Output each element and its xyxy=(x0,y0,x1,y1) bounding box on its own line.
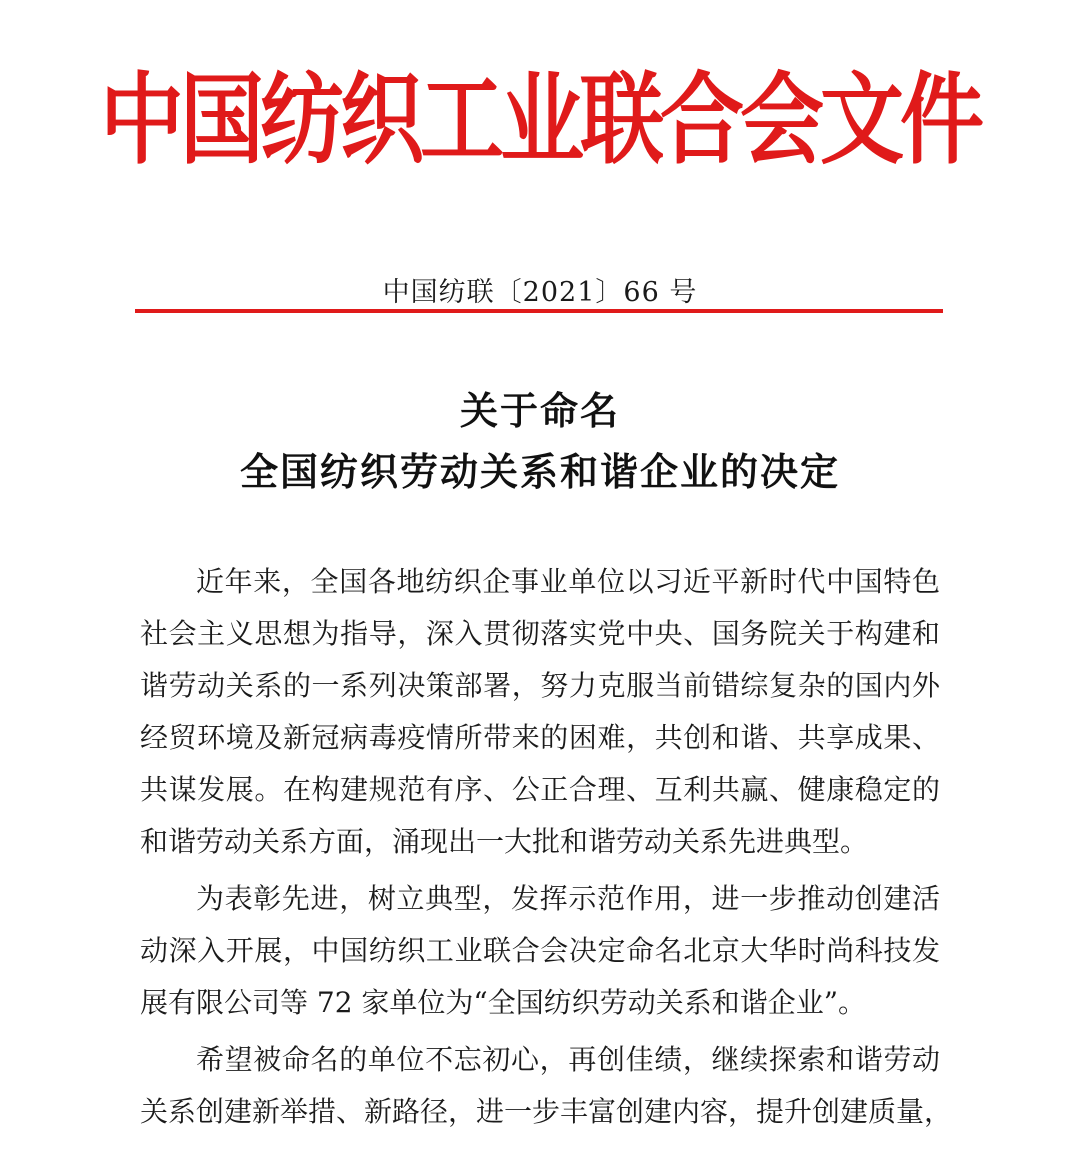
body-line: 共谋发展。在构建规范有序、公正合理、互利共赢、健康稳定的 xyxy=(140,773,940,806)
body-line: 近年来，全国各地纺织企事业单位以习近平新时代中国特色 xyxy=(196,565,940,598)
body-line: 和谐劳动关系方面，涌现出一大批和谐劳动关系先进典型。 xyxy=(140,825,869,858)
body-line: 谐劳动关系的一系列决策部署，努力克服当前错综复杂的国内外 xyxy=(140,669,940,702)
body-line: 展有限公司等 72 家单位为“全国纺织劳动关系和谐企业”。 xyxy=(140,986,867,1019)
document-title-line-1: 关于命名 xyxy=(459,388,620,433)
red-divider-line xyxy=(135,309,943,313)
body-line: 关系创建新举措、新路径，进一步丰富创建内容，提升创建质量， xyxy=(140,1095,953,1128)
document-number: 中国纺联〔2021〕66 号 xyxy=(382,277,698,308)
body-line: 动深入开展，中国纺织工业联合会决定命名北京大华时尚科技发 xyxy=(140,934,940,967)
document-title-line-2: 全国纺织劳动关系和谐企业的决定 xyxy=(239,449,840,494)
document-body xyxy=(140,556,953,1138)
body-line: 社会主义思想为指导，深入贯彻落实党中央、国务院关于构建和 xyxy=(140,617,940,650)
body-line: 为表彰先进，树立典型，发挥示范作用，进一步推动创建活 xyxy=(196,882,940,915)
body-line: 希望被命名的单位不忘初心，再创佳绩，继续探索和谐劳动 xyxy=(196,1043,940,1076)
masthead-title: 中国纺织工业联合会文件 xyxy=(99,60,980,178)
body-line: 经贸环境及新冠病毒疫情所带来的困难，共创和谐、共享成果、 xyxy=(140,721,940,754)
